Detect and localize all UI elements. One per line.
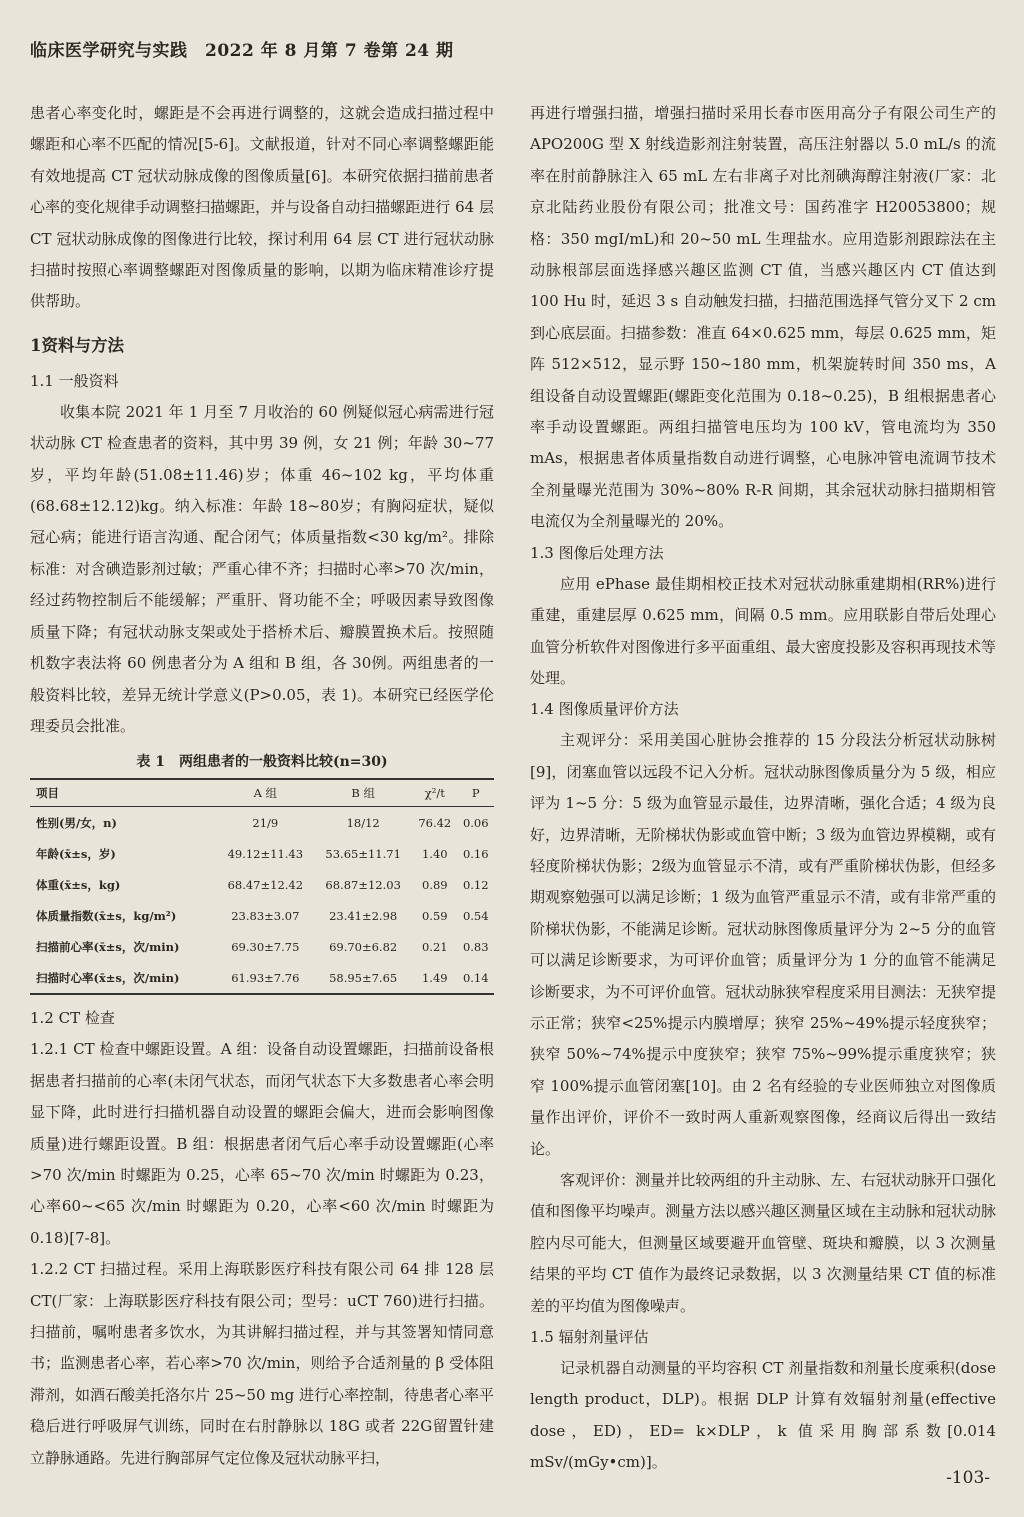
table-cell: 23.41±2.98 [329,908,398,923]
left-column [30,98,494,1474]
paragraph-1-4-subjective: 主观评分：采用美国心脏协会推荐的 15 分段法分析冠状动脉树[9]，闭塞血管以远段不记入分析。冠状动脉图像质量分为 5 级，相应评为 1~5 分：5 级为血管显示最佳，边界清晰，强化合适；4 级为良好，边界清晰，无阶梯状伪影或血管中断；3 级为血管边界模糊，或有轻度阶梯状伪影；2级为血管显示不清，或有严重阶梯状伪影，但经多期观察勉强可以满足诊断；1 级为血管严重显示不清，或有非常严重的阶梯状伪影，不能满足诊断。冠状动脉图像质量评分为 2~5 分的血管可以满足诊断要求，为可评价血管；质量评分为 1 分的血管不能满足诊断要求，为不可评价血管。冠状动脉狭窄程度采用目测法：无狭窄提示正常；狭窄<25%提示内膜增厚；狭窄 25%~49%提示轻度狭窄；狭窄 50%~74%提示中度狭窄；狭窄 75%~99%提示重度狭窄；狭窄 100%提示血管闭塞[10]。由 2 名有经验的专业医师独立对图像质量作出评价，评价不一致时两人重新观察图像，经商议后得出一致结论。 [530,731,996,1158]
table-header-row [30,779,494,807]
paragraph-1-2-2: 1.2.2 CT 扫描过程。采用上海联影医疗科技有限公司 64 排 128 层 CT(厂家：上海联影医疗科技有限公司；型号：uCT 760)进行扫描。扫描前，嘱咐患者多饮水，为其讲解扫描过程，并与其签署知情同意书；监测患者心率，若心率>70 次/min，则给予合适剂量的 β 受体阻滞剂，如酒石酸美托洛尔片 25~50 mg 进行心率控制，待患者心率平稳后进行呼吸屏气训练，同时在右肘静脉以 18G 或者 22G留置针建立静脉通路。先进行胸部屏气定位像及冠状动脉平扫， [30,1260,494,1467]
table-row [30,962,494,994]
table-cell: 0.21 [421,939,448,954]
table-cell: 76.42 [418,815,452,830]
section-heading-methods: 1资料与方法 [30,335,124,355]
subsection-heading-1-3: 1.3 图像后处理方法 [530,543,664,562]
table-cell: 69.70±6.82 [329,939,398,954]
table-row [30,931,494,962]
table-cell: 53.65±11.71 [325,846,401,861]
table-cell: 扫描前心率(x̄±s，次/min) [36,939,180,954]
paragraph-1-4-objective: 客观评价：测量并比较两组的升主动脉、左、右冠状动脉开口强化值和图像平均噪声。测量方法以感兴趣区测量区域在主动脉和冠状动脉腔内尽可能大，但测量区域要避开血管壁、斑块和瓣膜，以 3 次测量结果的平均 CT 值作为最终记录数据，以 3 次测量结果 CT 值的标准差的平均值为图像噪声。 [530,1171,996,1315]
col-header-stat: χ²/t [424,786,445,801]
table-cell: 1.40 [421,846,448,861]
table-cell: 0.06 [462,815,489,830]
table-cell: 体重(x̄±s，kg) [36,877,121,892]
col-header-p: P [471,786,480,801]
col-header-group-b: B 组 [351,786,375,801]
col-header-group-a: A 组 [253,786,278,801]
table-cell: 0.14 [462,970,489,985]
intro-paragraph: 患者心率变化时，螺距是不会再进行调整的，这就会造成扫描过程中螺距和心率不匹配的情况[5-6]。文献报道，针对不同心率调整螺距能有效地提高 CT 冠状动脉成像的图像质量[6]。本研究依据扫描前患者心率的变化规律手动调整扫描螺距，并与设备自动扫描螺距进行 64 层 CT 冠状动脉成像的图像进行比较，探讨利用 64 层 CT 进行冠状动脉扫描时按照心率调整螺距对图像质量的影响，以期为临床精准诊疗提供帮助。 [30,104,494,311]
paragraph-scan-continued: 再进行增强扫描，增强扫描时采用长春市医用高分子有限公司生产的 APO200G 型 X 射线造影剂注射装置，高压注射器以 5.0 mL/s 的流率在肘前静脉注入 65 mL 左右非离子对比剂碘海醇注射液(厂家：北京北陆药业股份有限公司；批准文号：国药准字 H20053800；规格：350 mgI/mL)和 20~50 mL 生理盐水。应用造影剂跟踪法在主动脉根部层面选择感兴趣区监测 CT 值，当感兴趣区内 CT 值达到 100 Hu 时，延迟 3 s 自动触发扫描，扫描范围选择气管分叉下 2 cm 到心底层面。扫描参数：准直 64×0.625 mm，每层 0.625 mm，矩阵 512×512，显示野 150~180 mm，机架旋转时间 350 ms，A 组设备自动设置螺距(螺距变化范围为 0.18~0.25)，B 组根据患者心率手动设置螺距。两组扫描管电压均为 100 kV，管电流均为 350 mAs，根据患者体质量指数自动进行调整，心电脉冲管电流调节技术全剂量曝光范围为 30%~80% R-R 间期，其余冠状动脉扫描期相管电流仅为全剂量曝光的 20%。 [530,104,996,531]
table-cell: 58.95±7.65 [329,970,398,985]
table-cell: 21/9 [252,815,279,830]
table-cell: 0.12 [462,877,489,892]
table-cell: 0.54 [462,908,489,923]
table-row [30,869,494,900]
table-cell: 68.87±12.03 [325,877,401,892]
table-cell: 扫描时心率(x̄±s，次/min) [36,970,180,985]
table-general-data [30,778,494,995]
paragraph-1-2-1: 1.2.1 CT 检查中螺距设置。A 组：设备自动设置螺距，扫描前设备根据患者扫描前的心率(未闭气状态，而闭气状态下大多数患者心率会明显下降，此时进行扫描机器自动设置的螺距会偏大，进而会影响图像质量)进行螺距设置。B 组：根据患者闭气后心率手动设置螺距(心率>70 次/min 时螺距为 0.25，心率 65~70 次/min 时螺距为 0.23，心率60~<65 次/min 时螺距为 0.20，心率<60 次/min 时螺距为 0.18)[7-8]。 [30,1040,494,1247]
running-header: 临床医学研究与实践 2022 年 8 月第 7 卷第 24 期 [30,41,454,61]
right-column [530,98,996,1479]
table-row [30,838,494,869]
paragraph-1-3: 应用 ePhase 最佳期相校正技术对冠状动脉重建期相(RR%)进行重建，重建层厚 0.625 mm，间隔 0.5 mm。应用联影自带后处理心血管分析软件对图像进行多平面重组、最大密度投影及容积再现技术等处理。 [530,574,996,687]
table-cell: 0.59 [421,908,448,923]
table-cell: 18/12 [346,815,380,830]
table-cell: 49.12±11.43 [227,846,304,861]
table-cell: 年龄(x̄±s，岁) [36,846,116,861]
table-cell: 68.47±12.42 [227,877,304,892]
subsection-heading-1-5: 1.5 辐射剂量评估 [530,1328,649,1347]
table-cell: 23.83±3.07 [231,908,300,923]
col-header-item: 项目 [36,786,59,801]
paragraph-1-5: 记录机器自动测量的平均容积 CT 剂量指数和剂量长度乘积(dose length product，DLP)。根据 DLP 计算有效辐射剂量(effective dose，ED)，ED= k×DLP，k 值采用胸部系数[0.014 mSv/(mGy•cm)]。 [530,1359,996,1472]
table-cell: 体质量指数(x̄±s，kg/m²) [36,908,177,923]
table-cell: 性别(男/女，n) [36,815,117,830]
table-caption: 表 1 两组患者的一般资料比较(n=30) [136,754,388,771]
table-row [30,900,494,931]
table-cell: 61.93±7.76 [231,970,300,985]
table-row [30,807,494,839]
table-cell: 69.30±7.75 [231,939,300,954]
paragraph-1-1: 收集本院 2021 年 1 月至 7 月收治的 60 例疑似冠心病需进行冠状动脉 CT 检查患者的资料，其中男 39 例，女 21 例；年龄 30~77 岁，平均年龄(51.08±11.46)岁；体重 46~102 kg，平均体重(68.68±12.12)kg。纳入标准：年龄 18~80岁；有胸闷症状，疑似冠心病；能进行语言沟通、配合闭气；体质量指数<30 kg/m²。排除标准：对含碘造影剂过敏；严重心律不齐；扫描时心率>70 次/min，经过药物控制后不能缓解；严重肝、肾功能不全；呼吸因素导致图像质量下降；有冠状动脉支架或处于搭桥术后、瓣膜置换术后。按照随机数字表法将 60 例患者分为 A 组和 B 组，各 30例。两组患者的一般资料比较，差异无统计学意义(P>0.05，表 1)。本研究已经医学伦理委员会批准。 [30,402,494,735]
subsection-heading-1-1: 1.1 一般资料 [30,371,119,390]
table-cell: 0.16 [462,846,489,861]
table-cell: 0.89 [421,877,448,892]
table-cell: 0.83 [462,939,489,954]
subsection-heading-1-2: 1.2 CT 检查 [30,1009,115,1028]
table-cell: 1.49 [421,970,448,985]
page-number: -103- [946,1468,990,1488]
subsection-heading-1-4: 1.4 图像质量评价方法 [530,700,679,719]
